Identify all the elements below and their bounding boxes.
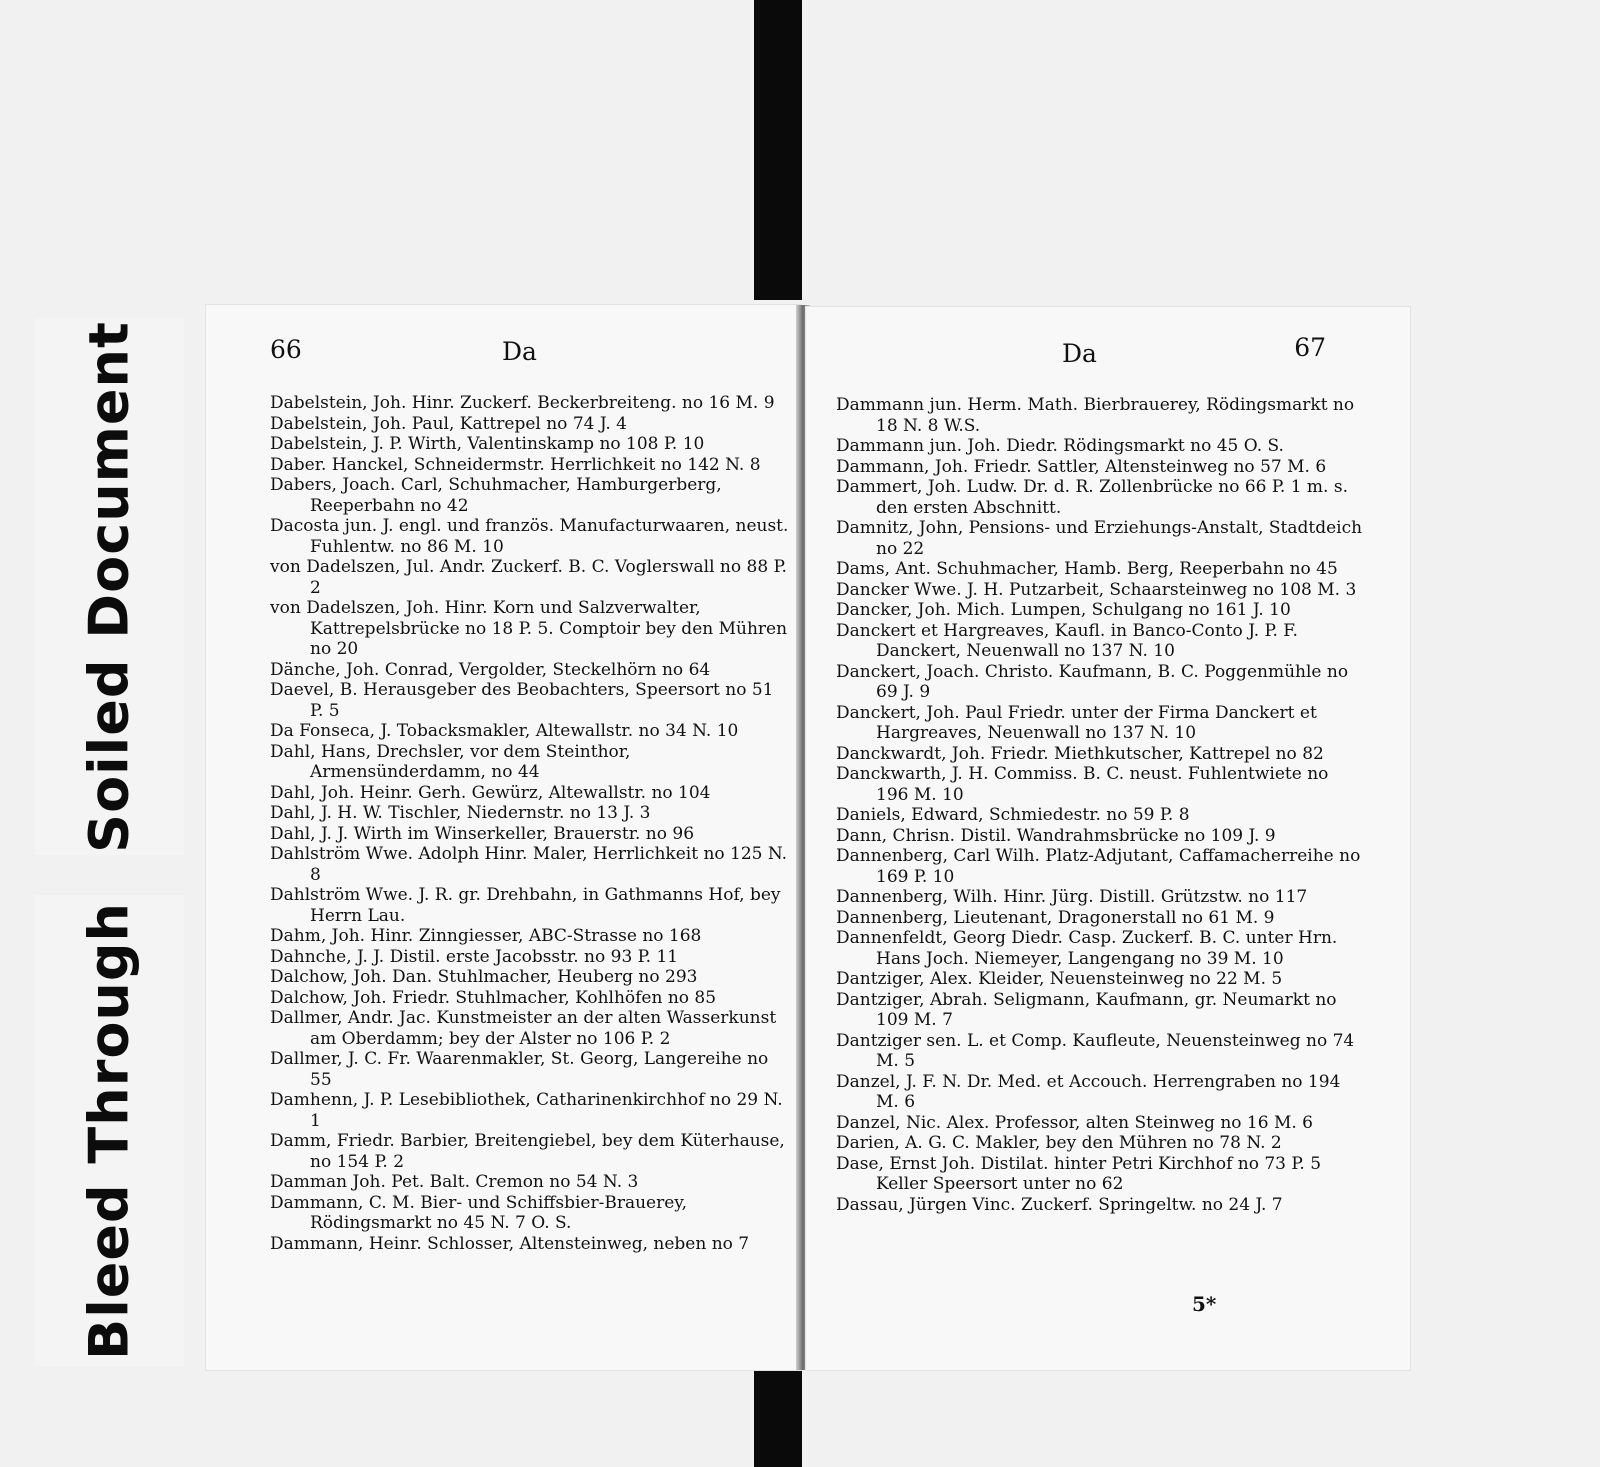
page-number: 67: [1294, 333, 1326, 362]
directory-entry: Dabers, Joach. Carl, Schuhmacher, Hamburgerberg, Reeperbahn no 42: [270, 475, 722, 516]
right-page: [806, 307, 1410, 1370]
directory-entry: Dallmer, J. C. Fr. Waarenmakler, St. Georg, Langereihe no 55: [270, 1049, 769, 1090]
directory-entry: Dahl, Hans, Drechsler, vor dem Steinthor, Armensünderdamm, no 44: [270, 741, 631, 782]
directory-entry: Daevel, B. Herausgeber des Beobachters, Speersort no 51 P. 5: [270, 680, 774, 721]
directory-entry: Dahl, Joh. Heinr. Gerh. Gewürz, Altewallstr. no 104: [270, 782, 711, 803]
bleed-through-label: [34, 895, 184, 1366]
directory-entries: [836, 395, 1366, 1215]
directory-entry: Da Fonseca, J. Tobacksmakler, Altewallstr. no 34 N. 10: [270, 721, 739, 741]
directory-entry: Dahl, J. H. W. Tischler, Niedernstr. no 13 J. 3: [270, 803, 651, 823]
directory-entry: Dammann jun. Joh. Diedr. Rödingsmarkt no 45 O. S.: [836, 436, 1284, 456]
directory-entry: Dahnche, J. J. Distil. erste Jacobsstr. no 93 P. 11: [270, 946, 679, 967]
directory-entry: Dammann, C. M. Bier- und Schiffsbier-Brauerey, Rödingsmarkt no 45 N. 7 O. S.: [270, 1192, 688, 1233]
directory-entry: Dann, Chrisn. Distil. Wandrahmsbrücke no 109 J. 9: [836, 825, 1276, 846]
binding-strip-bottom: [754, 1370, 802, 1467]
directory-entry: Daber. Hanckel, Schneidermstr. Herrlichkeit no 142 N. 8: [270, 454, 761, 475]
directory-entry: von Dadelszen, Joh. Hinr. Korn und Salzverwalter, Kattrepelsbrücke no 18 P. 5. Comptoir bey den Mühren no 20: [270, 598, 788, 659]
directory-entry: Dänche, Joh. Conrad, Vergolder, Steckelhörn no 64: [270, 659, 711, 680]
directory-entry: Dams, Ant. Schuhmacher, Hamb. Berg, Reeperbahn no 45: [836, 559, 1338, 579]
directory-entry: Dammert, Joh. Ludw. Dr. d. R. Zollenbrücke no 66 P. 1 m. s. den ersten Abschnitt.: [836, 477, 1348, 518]
directory-entry: Damm, Friedr. Barbier, Breitengiebel, bey dem Küterhause, no 154 P. 2: [270, 1131, 785, 1172]
directory-entry: Dahlström Wwe. J. R. gr. Drehbahn, in Gathmanns Hof, bey Herrn Lau.: [270, 885, 781, 926]
running-head: Da: [1062, 339, 1097, 368]
directory-entry: Dammann, Heinr. Schlosser, Altensteinweg, neben no 7: [270, 1233, 750, 1254]
directory-entry: Dahm, Joh. Hinr. Zinngiesser, ABC-Strasse no 168: [270, 926, 702, 946]
directory-entry: Danckert, Joach. Christo. Kaufmann, B. C. Poggenmühle no 69 J. 9: [836, 661, 1349, 702]
directory-entry: Damman Joh. Pet. Balt. Cremon no 54 N. 3: [270, 1172, 639, 1192]
directory-entry: Dancker Wwe. J. H. Putzarbeit, Schaarsteinweg no 108 M. 3: [836, 579, 1357, 600]
directory-entry: Dalchow, Joh. Dan. Stuhlmacher, Heuberg no 293: [270, 967, 698, 987]
directory-entry: Dahlström Wwe. Adolph Hinr. Maler, Herrlichkeit no 125 N. 8: [270, 844, 788, 885]
page-number: 66: [270, 335, 302, 364]
directory-entry: Darien, A. G. C. Makler, bey den Mühren no 78 N. 2: [836, 1133, 1282, 1153]
running-head: Da: [502, 337, 537, 366]
directory-entry: Dannenberg, Lieutenant, Dragonerstall no 61 M. 9: [836, 907, 1275, 928]
directory-entry: Dantziger, Alex. Kleider, Neuensteinweg no 22 M. 5: [836, 969, 1283, 989]
directory-entry: Danckert et Hargreaves, Kaufl. in Banco-Conto J. P. F. Danckert, Neuenwall no 137 N. 10: [836, 620, 1298, 661]
directory-entry: Dalchow, Joh. Friedr. Stuhlmacher, Kohlhöfen no 85: [270, 987, 717, 1008]
directory-entry: Dabelstein, Joh. Hinr. Zuckerf. Beckerbreiteng. no 16 M. 9: [270, 393, 775, 413]
directory-entries: [270, 393, 790, 1254]
directory-entry: Dammann, Joh. Friedr. Sattler, Altensteinweg no 57 M. 6: [836, 456, 1327, 477]
directory-entry: Dase, Ernst Joh. Distilat. hinter Petri Kirchhof no 73 P. 5 Keller Speersort unter no 62: [836, 1153, 1322, 1194]
directory-entry: Dabelstein, J. P. Wirth, Valentinskamp no 108 P. 10: [270, 434, 705, 454]
directory-entry: Damnitz, John, Pensions- und Erziehungs-Anstalt, Stadtdeich no 22: [836, 518, 1363, 559]
directory-entry: Daniels, Edward, Schmiedestr. no 59 P. 8: [836, 805, 1190, 825]
binding-strip-top: [754, 0, 802, 300]
signature-mark: 5*: [1192, 1292, 1217, 1316]
directory-entry: Dammann jun. Herm. Math. Bierbrauerey, Rödingsmarkt no 18 N. 8 W.S.: [836, 395, 1355, 436]
directory-entry: Danckwardt, Joh. Friedr. Miethkutscher, Kattrepel no 82: [836, 743, 1324, 764]
left-page: [206, 305, 801, 1370]
directory-entry: Dannenfeldt, Georg Diedr. Casp. Zuckerf. B. C. unter Hrn. Hans Joch. Niemeyer, Langengang no 39 M. 10: [836, 928, 1338, 969]
directory-entry: Danzel, Nic. Alex. Professor, alten Steinweg no 16 M. 6: [836, 1112, 1313, 1133]
directory-entry: Damhenn, J. P. Lesebibliothek, Catharinenkirchhof no 29 N. 1: [270, 1090, 783, 1131]
directory-entry: Dabelstein, Joh. Paul, Kattrepel no 74 J. 4: [270, 413, 627, 434]
directory-entry: Dallmer, Andr. Jac. Kunstmeister an der alten Wasserkunst am Oberdamm; bey der Alster no 106 P. 2: [270, 1008, 777, 1049]
directory-entry: Dassau, Jürgen Vinc. Zuckerf. Springeltw. no 24 J. 7: [836, 1194, 1283, 1215]
directory-entry: Danckwarth, J. H. Commiss. B. C. neust. Fuhlentwiete no 196 M. 10: [836, 764, 1329, 805]
directory-entry: Dannenberg, Carl Wilh. Platz-Adjutant, Caffamacherreihe no 169 P. 10: [836, 846, 1361, 887]
bleed-through-text: Bleed Through: [77, 901, 141, 1360]
directory-entry: Dacosta jun. J. engl. und französ. Manufacturwaaren, neust. Fuhlentw. no 86 M. 10: [270, 516, 789, 557]
directory-entry: Dannenberg, Wilh. Hinr. Jürg. Distill. Grützstw. no 117: [836, 887, 1308, 907]
directory-entry: Dantziger, Abrah. Seligmann, Kaufmann, gr. Neumarkt no 109 M. 7: [836, 989, 1337, 1030]
directory-entry: Dahl, J. J. Wirth im Winserkeller, Brauerstr. no 96: [270, 823, 695, 844]
soiled-document-label: [34, 318, 184, 855]
directory-entry: von Dadelszen, Jul. Andr. Zuckerf. B. C. Voglerswall no 88 P. 2: [270, 557, 787, 598]
soiled-document-text: Soiled Document: [77, 320, 141, 853]
directory-entry: Dantziger sen. L. et Comp. Kaufleute, Neuensteinweg no 74 M. 5: [836, 1030, 1355, 1071]
directory-entry: Danzel, J. F. N. Dr. Med. et Accouch. Herrengraben no 194 M. 6: [836, 1071, 1341, 1112]
directory-entry: Danckert, Joh. Paul Friedr. unter der Firma Danckert et Hargreaves, Neuenwall no 137 N. 10: [836, 702, 1317, 743]
directory-entry: Dancker, Joh. Mich. Lumpen, Schulgang no 161 J. 10: [836, 600, 1291, 620]
